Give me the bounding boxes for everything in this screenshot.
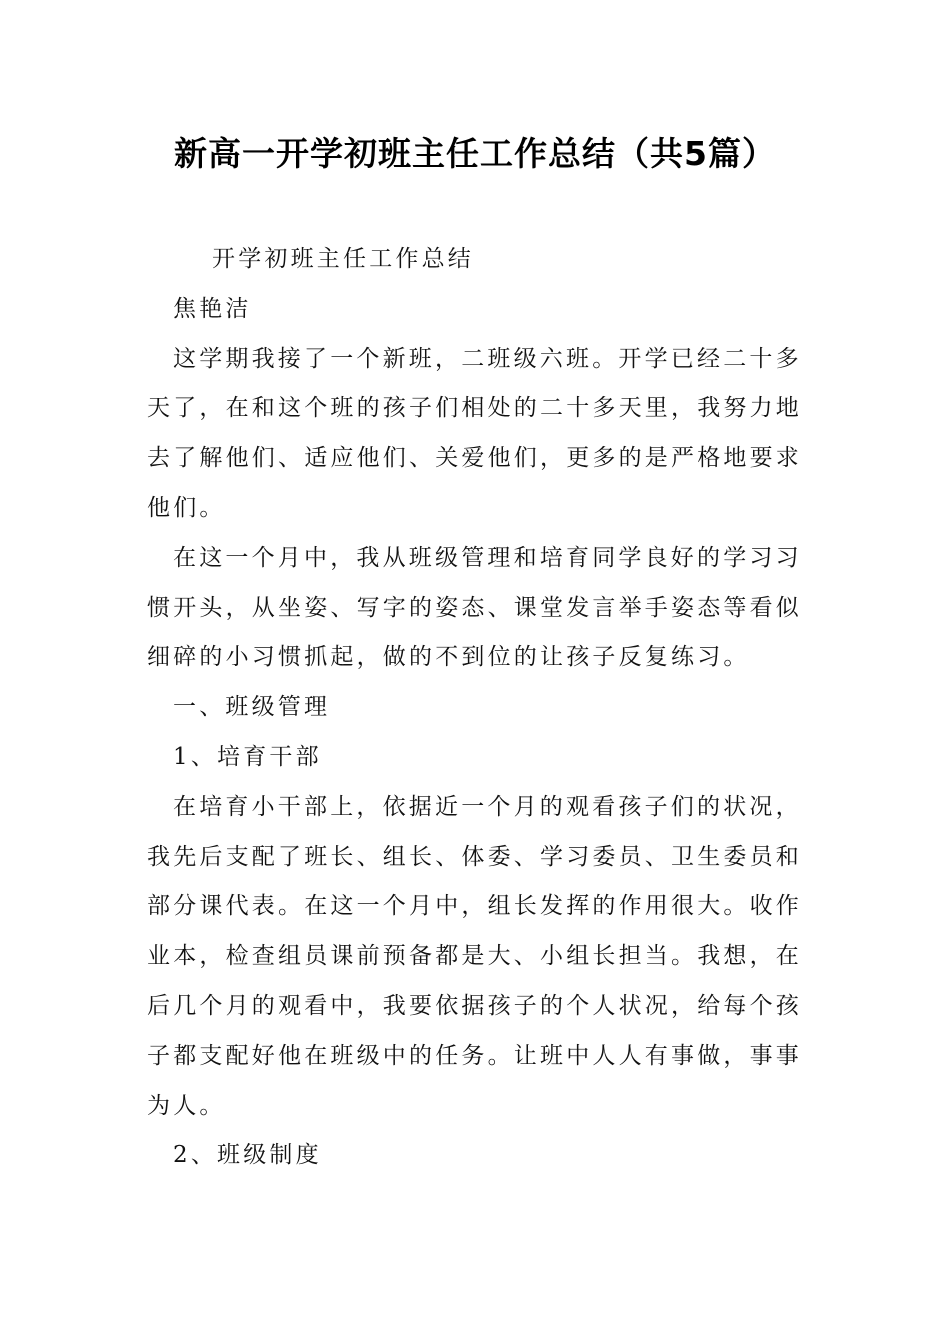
section-heading: 一、班级管理 (173, 694, 331, 721)
paragraph: 这学期我接了一个新班，二班级六班。开学已经二十多天了，在和这个班的孩子们相处的二十多天里，我努力地去了解他们、适应他们、关爱他们，更多的是严格地要求他们。 (147, 345, 802, 521)
paragraph: 在这一个月中，我从班级管理和培育同学良好的学习习惯开头，从坐姿、写字的姿态、课堂发言举手姿态等看似细碎的小习惯抓起，做的不到位的让孩子反复练习。 (147, 544, 802, 671)
document-title: 新高一开学初班主任工作总结（共5篇） (174, 134, 776, 173)
document-body (147, 235, 807, 1181)
subsection-heading: 2、班级制度 (173, 1142, 322, 1169)
paragraph: 在培育小干部上，依据近一个月的观看孩子们的状况，我先后支配了班长、组长、体委、学习委员、卫生委员和部分课代表。在这一个月中，组长发挥的作用很大。收作业本，检查组员课前预备都是大、小组长担当。我想，在后几个月的观看中，我要依据孩子的个人状况，给每个孩子都支配好他在班级中的任务。让班中人人有事做，事事为人。 (147, 793, 802, 1119)
subsection-heading: 1、培育干部 (173, 743, 322, 770)
section-subtitle: 开学初班主任工作总结 (212, 246, 474, 272)
author-name: 焦艳洁 (173, 295, 252, 322)
